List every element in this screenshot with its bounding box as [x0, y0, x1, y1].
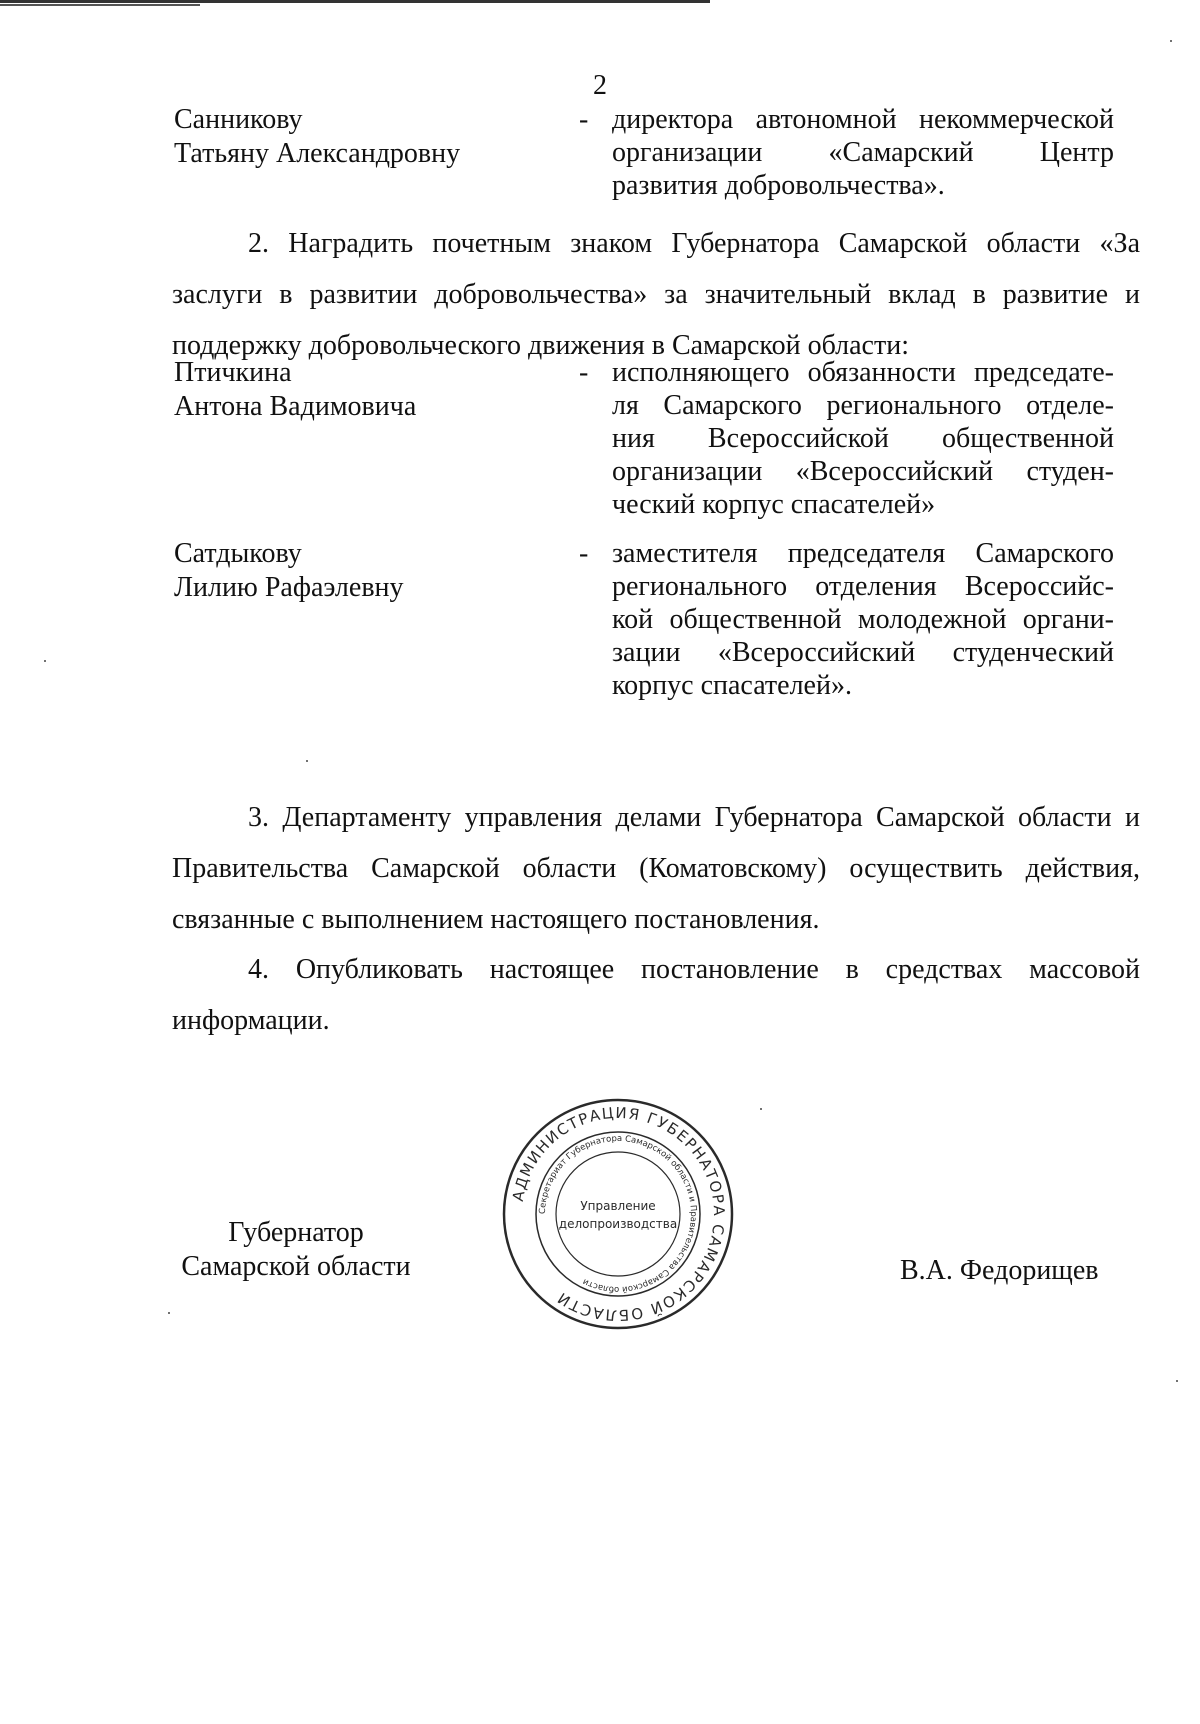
paragraph-4: [172, 944, 1140, 1046]
stamp-center-line-2: делопроизводства: [558, 1217, 678, 1231]
entry-name: [174, 356, 574, 424]
entry-given-names: Татьяну Александровну: [174, 138, 461, 169]
entry-desc-line: корпус спасателей».: [612, 670, 852, 701]
entry-description: [612, 356, 1114, 521]
paragraph-line: информации.: [172, 1005, 330, 1036]
entry-description: [612, 537, 1114, 702]
official-stamp: [502, 1098, 734, 1330]
signatory-name: В.А. Федорищев: [900, 1255, 1099, 1286]
entry-dash: -: [579, 104, 589, 135]
entry-description: [612, 103, 1114, 202]
stamp-center-line-1: Управление: [580, 1199, 656, 1213]
entry-desc-line: зации «Всероссийский студенческий: [612, 637, 1114, 668]
entry-dash: -: [579, 357, 589, 388]
entry-desc-line: ния Всероссийской общественной: [612, 423, 1114, 454]
entry-desc-line: исполняющего обязанности председате-: [612, 357, 1114, 388]
entry-name: [174, 103, 574, 171]
stamp-middle-ring: [536, 1132, 700, 1296]
scan-speck: [760, 1108, 762, 1110]
paragraph-line: поддержку добровольческого движения в Самарской области:: [172, 330, 909, 361]
scan-speck: [1170, 40, 1172, 42]
entry-desc-line: ческий корпус спасателей»: [612, 489, 936, 520]
paragraph-line: заслуги в развитии добровольчества» за значительный вклад в развитие и: [172, 279, 1140, 310]
entry-desc-line: директора автономной некоммерческой: [612, 104, 1114, 135]
entry-desc-line: заместителя председателя Самарского: [612, 538, 1114, 569]
signatory-title: Губернатор: [228, 1217, 364, 1248]
paragraph-line: 4. Опубликовать настоящее постановление в средствах массовой: [248, 954, 1140, 985]
signatory-position: [166, 1216, 426, 1284]
entry-given-names: Антона Вадимовича: [174, 391, 417, 422]
entry-surname: Санникову: [174, 104, 303, 135]
paragraph-line: 2. Наградить почетным знаком Губернатора Самарской области «За: [248, 228, 1140, 259]
entry-given-names: Лилию Рафаэлевну: [174, 572, 404, 603]
entry-surname: Птичкина: [174, 357, 292, 388]
paragraph-line: связанные с выполнением настоящего постановления.: [172, 904, 820, 935]
scan-speck: [1176, 1380, 1178, 1382]
paragraph-3: [172, 792, 1140, 945]
page-number: 2: [593, 70, 607, 101]
entry-desc-line: организации «Всероссийский студен-: [612, 456, 1114, 487]
entry-name: [174, 537, 574, 605]
stamp-inner-ring: [556, 1152, 680, 1276]
scan-edge-line: [0, 0, 710, 3]
scan-speck: [44, 660, 46, 662]
entry-dash: -: [579, 538, 589, 569]
scan-edge-line-secondary: [0, 4, 200, 6]
paragraph-line: Правительства Самарской области (Коматовскому) осуществить действия,: [172, 853, 1140, 884]
entry-desc-line: ля Самарского регионального отделе-: [612, 390, 1114, 421]
paragraph-line: 3. Департаменту управления делами Губернатора Самарской области и: [248, 802, 1140, 833]
stamp-outer-text: АДМИНИСТРАЦИЯ ГУБЕРНАТОРА САМАРСКОЙ ОБЛАСТИ: [508, 1103, 729, 1325]
stamp-inner-text: Секретариат Губернатора Самарской области и Правительства Самарской области: [537, 1133, 699, 1295]
entry-desc-line: организации «Самарский Центр: [612, 137, 1114, 168]
signatory-region: Самарской области: [181, 1251, 411, 1282]
entry-desc-line: регионального отделения Всероссийс-: [612, 571, 1114, 602]
paragraph-2: [172, 218, 1140, 371]
entry-desc-line: кой общественной молодежной органи-: [612, 604, 1114, 635]
scan-speck: [168, 1312, 170, 1314]
scan-speck: [306, 760, 308, 762]
entry-desc-line: развития добровольчества».: [612, 170, 945, 201]
entry-surname: Сатдыкову: [174, 538, 302, 569]
